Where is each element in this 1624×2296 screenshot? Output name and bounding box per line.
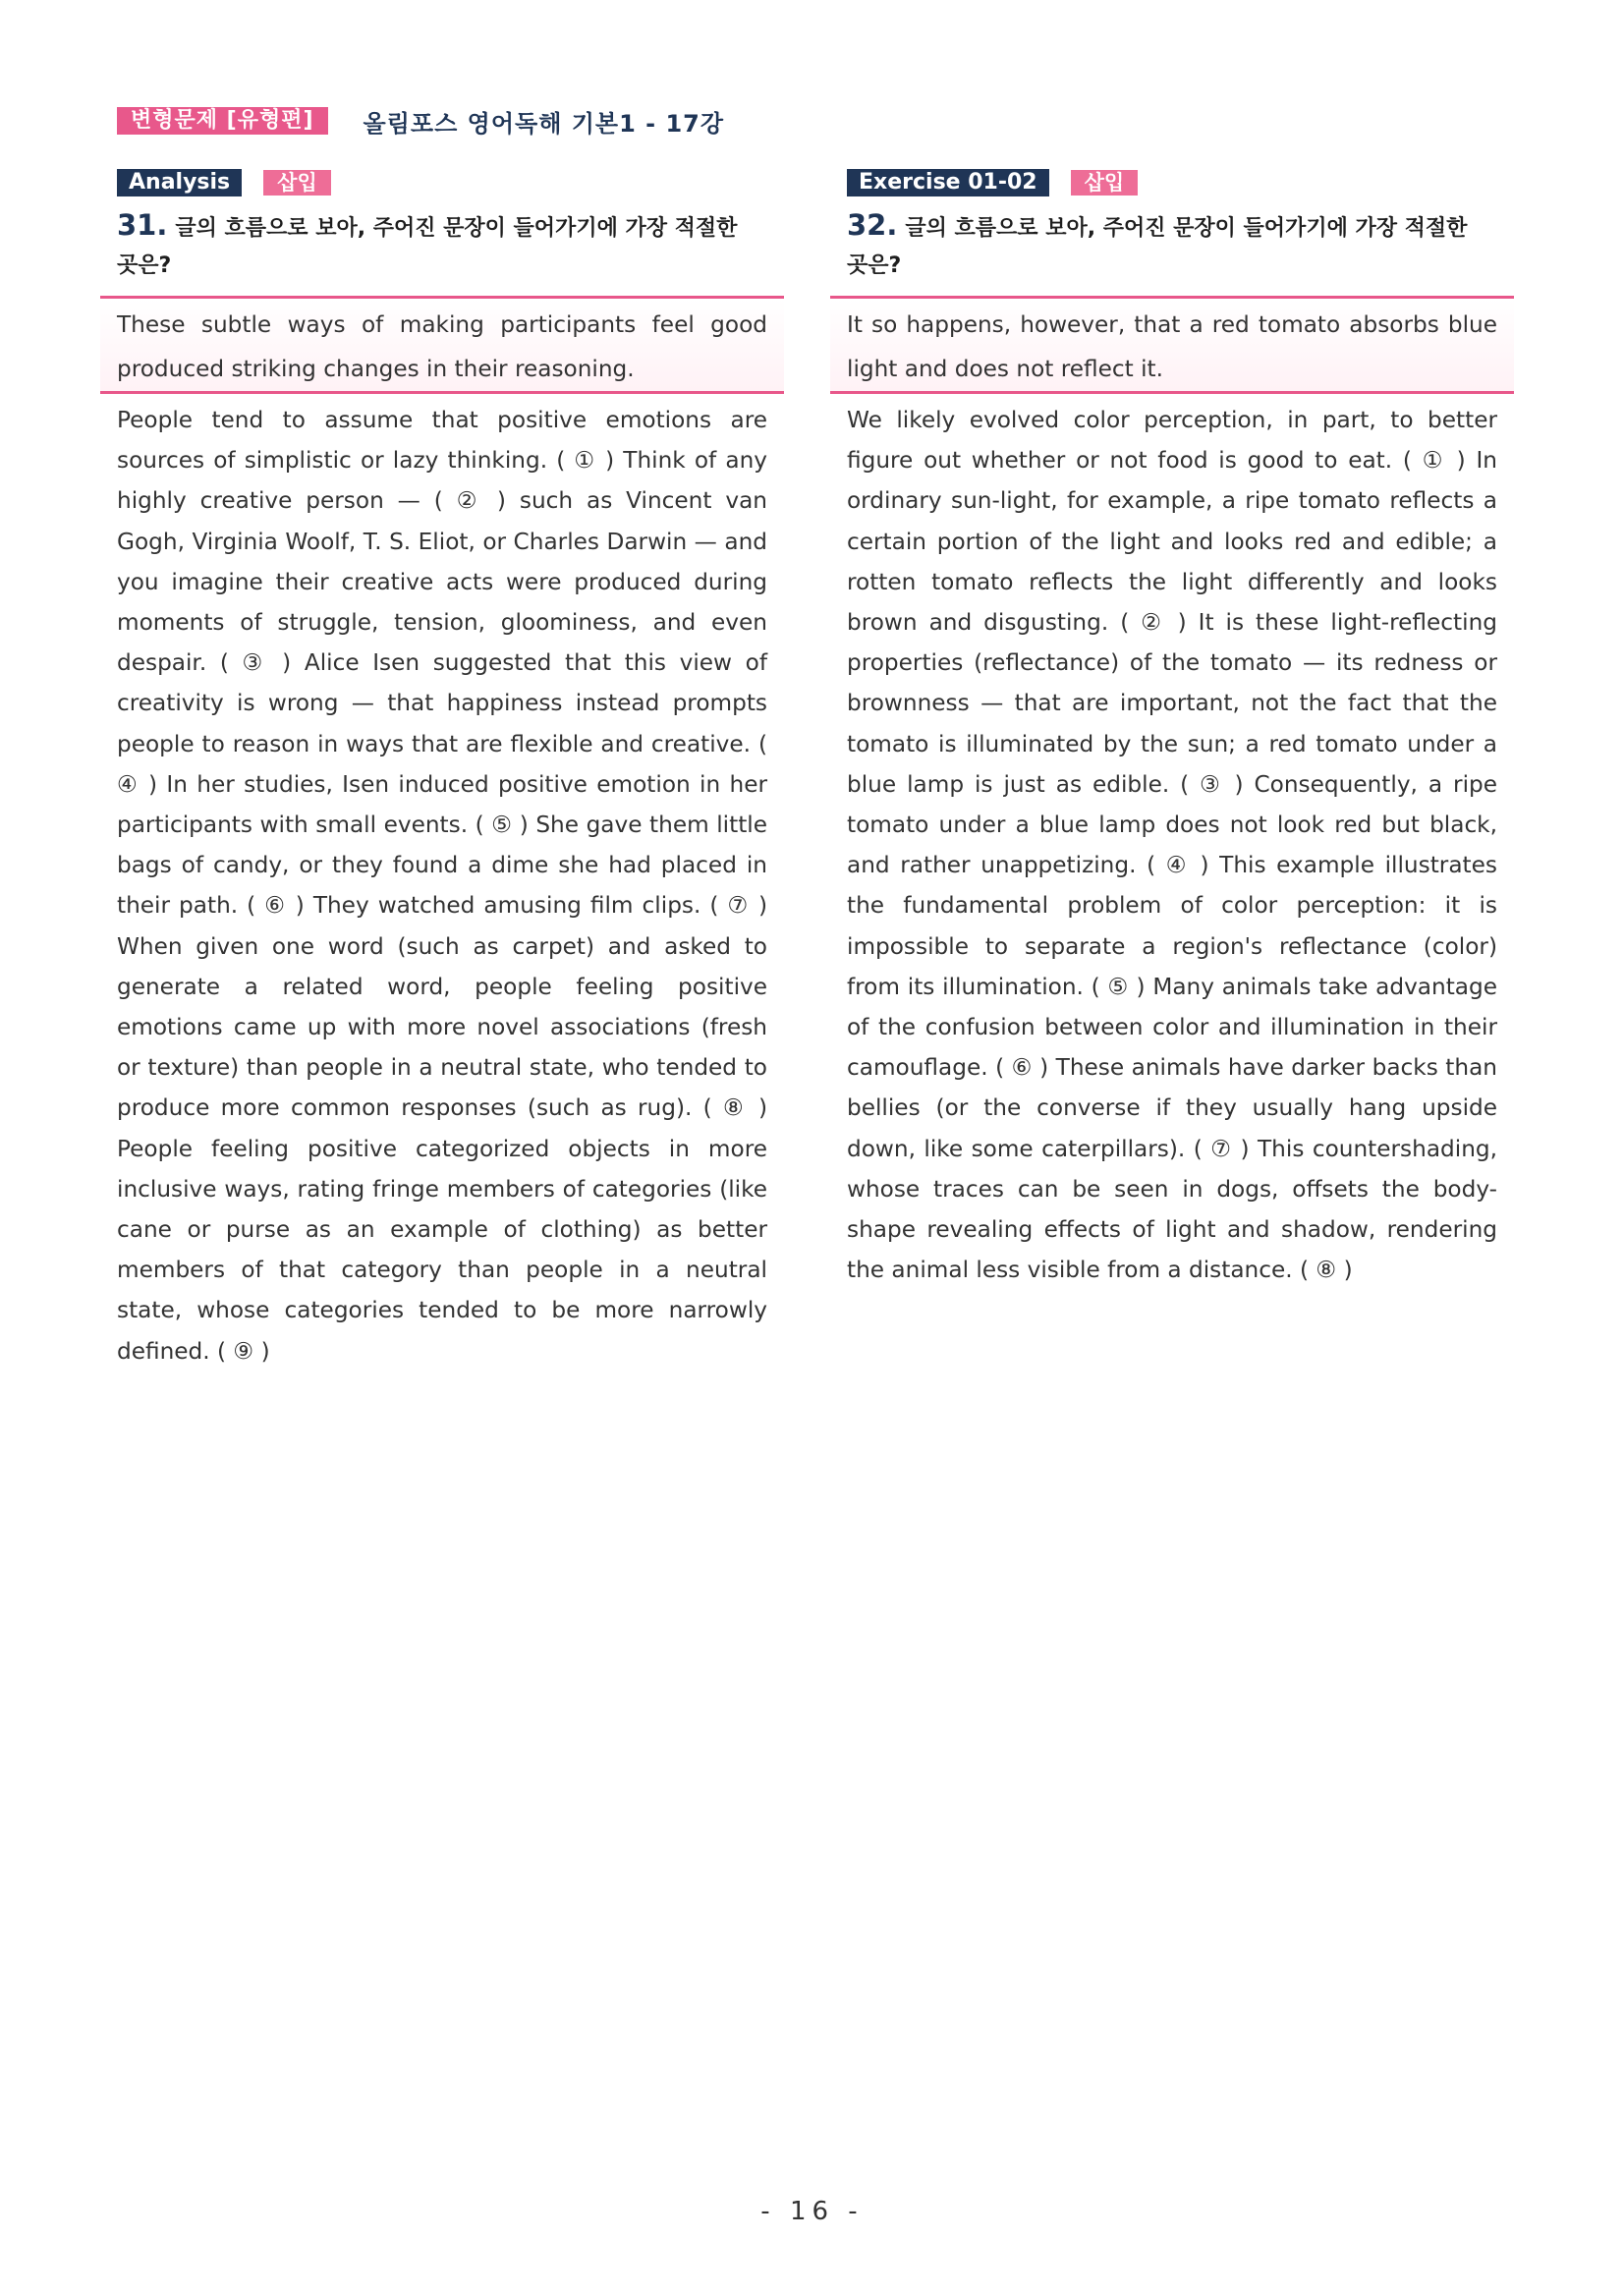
question-type-tag: 삽입 <box>1071 170 1139 196</box>
given-sentence-box <box>100 296 784 394</box>
problem-type-tag: 변형문제 [유형편] <box>117 107 328 135</box>
given-sentence-box <box>830 296 1514 394</box>
question-text: 글의 흐름으로 보아, 주어진 문장이 들어가기에 가장 적절한 곳은? <box>117 216 738 278</box>
question-number: 32. <box>847 208 898 242</box>
passage-text: People tend to assume that positive emotions are sources of simplistic or lazy thinking. ( ① ) Think of any highly creative person — ( ② ) such as Vincent van Gogh, Virginia Woolf, T. S. Eliot, or Charles Darwin — and you imagine their creative acts were produced during moments of struggle, tension, gloominess, and even despair. ( ③ ) Alice Isen suggested that this view of creativity is wrong — that happiness instead prompts people to reason in ways that are flexible and creative. ( ④ ) In her studies, Isen induced positive emotion in her participants with small events. ( ⑤ ) She gave them little bags of candy, or they found a dime she had placed in their path. ( ⑥ ) They watched amusing film clips. ( ⑦ ) When given one word (such as carpet) and asked to generate a related word, people feeling positive emotions came up with more novel associations (fresh or texture) than people in a neutral state, who tended to produce more common responses (such as rug). ( ⑧ ) People feeling positive categorized objects in more inclusive ways, rating fringe members of categories (like cane or purse as an example of clothing) as better members of that category than people in a neutral state, whose categories tended to be more narrowly defined. ( ⑨ ) <box>117 407 767 1365</box>
section-label: Exercise 01-02 <box>847 169 1049 196</box>
given-sentence: These subtle ways of making participants feel good produced striking changes in their reasoning. <box>117 311 767 382</box>
section-label: Analysis <box>117 169 242 196</box>
page-number: - 16 - <box>760 2197 864 2226</box>
question-prompt <box>117 206 765 285</box>
reading-passage <box>100 394 784 1372</box>
question-labels <box>847 169 1514 196</box>
book-title: 올림포스 영어독해 기본1 - 17강 <box>363 109 725 138</box>
left-question-column <box>100 169 784 1372</box>
reading-passage <box>830 394 1514 1290</box>
passage-text: We likely evolved color perception, in part, to better figure out whether or not food is good to eat. ( ① ) In ordinary sun-light, for example, a ripe tomato reflects a certain portion of the light and looks red and edible; a rotten tomato reflects the light differently and looks brown and disgusting. ( ② ) It is these light-reflecting properties (reflectance) of the tomato — its redness or brownness — that are important, not the fact that the tomato is illuminated by the sun; a red tomato under a blue lamp is just as edible. ( ③ ) Consequently, a ripe tomato under a blue lamp does not look red but black, and rather unappetizing. ( ④ ) This example illustrates the fundamental problem of color perception: it is impossible to separate a region's reflectance (color) from its illumination. ( ⑤ ) Many animals take advantage of the confusion between color and illumination in their camouflage. ( ⑥ ) These animals have darker backs than bellies (or the converse if they usually hang upside down, like some caterpillars). ( ⑦ ) This countershading, whose traces can be seen in dogs, offsets the body-shape revealing effects of light and shadow, rendering the animal less visible from a distance. ( ⑧ ) <box>847 407 1497 1284</box>
question-prompt <box>847 206 1495 285</box>
right-question-column <box>830 169 1514 1290</box>
question-number: 31. <box>117 208 168 242</box>
page-header <box>117 106 724 136</box>
question-labels <box>117 169 784 196</box>
question-type-tag: 삽입 <box>263 170 331 196</box>
question-text: 글의 흐름으로 보아, 주어진 문장이 들어가기에 가장 적절한 곳은? <box>847 216 1468 278</box>
given-sentence: It so happens, however, that a red tomato absorbs blue light and does not reflect it. <box>847 311 1497 382</box>
